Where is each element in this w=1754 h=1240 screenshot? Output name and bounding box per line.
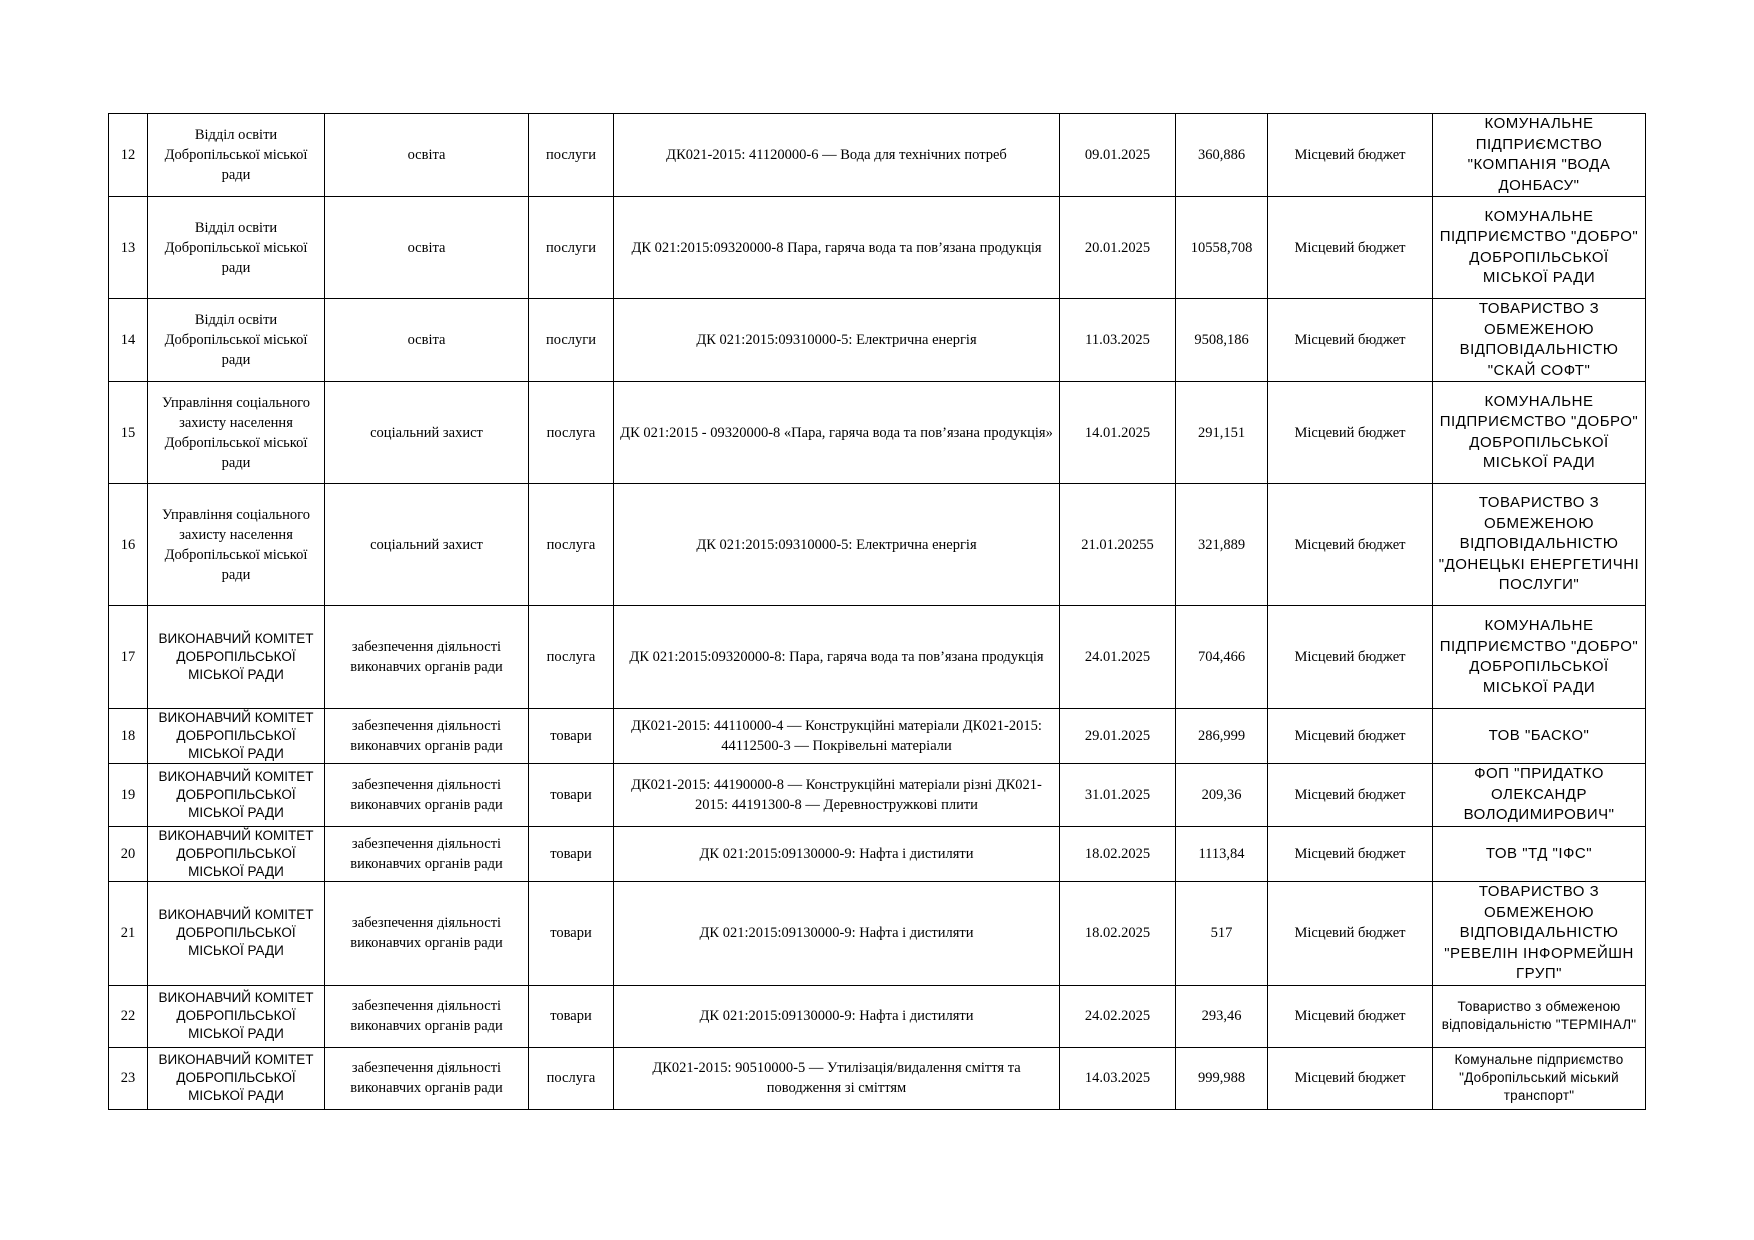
procurement-type: товари xyxy=(529,709,614,764)
funding-source: Місцевий бюджет xyxy=(1268,827,1433,882)
funding-source: Місцевий бюджет xyxy=(1268,197,1433,299)
row-number: 23 xyxy=(109,1047,148,1109)
funding-source: Місцевий бюджет xyxy=(1268,709,1433,764)
funding-source: Місцевий бюджет xyxy=(1268,985,1433,1047)
supplier: ТОВ "БАСКО" xyxy=(1433,709,1646,764)
procurement-type: товари xyxy=(529,985,614,1047)
sector: забезпечення діяльності виконавчих органів ради xyxy=(325,709,529,764)
customer-organization: ВИКОНАВЧИЙ КОМІТЕТ ДОБРОПІЛЬСЬКОЇ МІСЬКОЇ РАДИ xyxy=(148,882,325,986)
customer-organization: ВИКОНАВЧИЙ КОМІТЕТ ДОБРОПІЛЬСЬКОЇ МІСЬКОЇ РАДИ xyxy=(148,709,325,764)
supplier: ТОВАРИСТВО З ОБМЕЖЕНОЮ ВІДПОВІДАЛЬНІСТЮ "РЕВЕЛІН ІНФОРМЕЙШН ГРУП" xyxy=(1433,882,1646,986)
procurement-type: послуга xyxy=(529,1047,614,1109)
table-row xyxy=(109,606,1646,709)
supplier: КОМУНАЛЬНЕ ПІДПРИЄМСТВО "КОМПАНІЯ "ВОДА ДОНБАСУ" xyxy=(1433,114,1646,197)
customer-organization: ВИКОНАВЧИЙ КОМІТЕТ ДОБРОПІЛЬСЬКОЇ МІСЬКОЇ РАДИ xyxy=(148,764,325,827)
procurement-type: послуга xyxy=(529,484,614,606)
contract-date: 21.01.20255 xyxy=(1060,484,1176,606)
row-number: 22 xyxy=(109,985,148,1047)
sector: освіта xyxy=(325,197,529,299)
contract-date: 24.01.2025 xyxy=(1060,606,1176,709)
table-row xyxy=(109,764,1646,827)
contract-amount: 10558,708 xyxy=(1176,197,1268,299)
cpv-code: ДК 021:2015:09130000-9: Нафта і дистиляти xyxy=(614,827,1060,882)
contract-date: 24.02.2025 xyxy=(1060,985,1176,1047)
procurement-type: послуги xyxy=(529,114,614,197)
contract-date: 29.01.2025 xyxy=(1060,709,1176,764)
row-number: 12 xyxy=(109,114,148,197)
cpv-code: ДК021-2015: 44110000-4 — Конструкційні матеріали ДК021-2015: 44112500-3 — Покрівельні матеріали xyxy=(614,709,1060,764)
sector: забезпечення діяльності виконавчих органів ради xyxy=(325,606,529,709)
procurement-type: послуги xyxy=(529,197,614,299)
contract-amount: 999,988 xyxy=(1176,1047,1268,1109)
procurement-type: товари xyxy=(529,827,614,882)
row-number: 16 xyxy=(109,484,148,606)
funding-source: Місцевий бюджет xyxy=(1268,299,1433,382)
customer-organization: Управління соціального захисту населення Добропільської міської ради xyxy=(148,484,325,606)
sector: забезпечення діяльності виконавчих органів ради xyxy=(325,1047,529,1109)
customer-organization: ВИКОНАВЧИЙ КОМІТЕТ ДОБРОПІЛЬСЬКОЇ МІСЬКОЇ РАДИ xyxy=(148,1047,325,1109)
table-row xyxy=(109,709,1646,764)
procurement-type: послуга xyxy=(529,606,614,709)
sector: забезпечення діяльності виконавчих органів ради xyxy=(325,827,529,882)
funding-source: Місцевий бюджет xyxy=(1268,1047,1433,1109)
supplier: ТОВАРИСТВО З ОБМЕЖЕНОЮ ВІДПОВІДАЛЬНІСТЮ "ДОНЕЦЬКІ ЕНЕРГЕТИЧНІ ПОСЛУГИ" xyxy=(1433,484,1646,606)
customer-organization: Відділ освіти Добропільської міської ради xyxy=(148,299,325,382)
table-row xyxy=(109,484,1646,606)
procurement-type: послуга xyxy=(529,382,614,484)
row-number: 20 xyxy=(109,827,148,882)
sector: забезпечення діяльності виконавчих органів ради xyxy=(325,764,529,827)
customer-organization: Відділ освіти Добропільської міської ради xyxy=(148,114,325,197)
table-row xyxy=(109,197,1646,299)
customer-organization: ВИКОНАВЧИЙ КОМІТЕТ ДОБРОПІЛЬСЬКОЇ МІСЬКОЇ РАДИ xyxy=(148,985,325,1047)
procurement-type: послуги xyxy=(529,299,614,382)
contract-date: 18.02.2025 xyxy=(1060,882,1176,986)
customer-organization: ВИКОНАВЧИЙ КОМІТЕТ ДОБРОПІЛЬСЬКОЇ МІСЬКОЇ РАДИ xyxy=(148,606,325,709)
row-number: 17 xyxy=(109,606,148,709)
table-row xyxy=(109,299,1646,382)
cpv-code: ДК 021:2015:09320000-8: Пара, гаряча вода та пов’язана продукція xyxy=(614,606,1060,709)
funding-source: Місцевий бюджет xyxy=(1268,882,1433,986)
contract-amount: 291,151 xyxy=(1176,382,1268,484)
contract-amount: 360,886 xyxy=(1176,114,1268,197)
contract-amount: 9508,186 xyxy=(1176,299,1268,382)
row-number: 14 xyxy=(109,299,148,382)
contract-date: 09.01.2025 xyxy=(1060,114,1176,197)
contract-date: 18.02.2025 xyxy=(1060,827,1176,882)
table-row xyxy=(109,1047,1646,1109)
sector: соціальний захист xyxy=(325,382,529,484)
sector: освіта xyxy=(325,114,529,197)
contract-date: 14.03.2025 xyxy=(1060,1047,1176,1109)
customer-organization: Відділ освіти Добропільської міської ради xyxy=(148,197,325,299)
contract-amount: 209,36 xyxy=(1176,764,1268,827)
cpv-code: ДК 021:2015:09310000-5: Електрична енергія xyxy=(614,299,1060,382)
supplier: ТОВАРИСТВО З ОБМЕЖЕНОЮ ВІДПОВІДАЛЬНІСТЮ "СКАЙ СОФТ" xyxy=(1433,299,1646,382)
funding-source: Місцевий бюджет xyxy=(1268,484,1433,606)
contract-amount: 1113,84 xyxy=(1176,827,1268,882)
cpv-code: ДК021-2015: 90510000-5 — Утилізація/видалення сміття та поводження зі сміттям xyxy=(614,1047,1060,1109)
contract-date: 31.01.2025 xyxy=(1060,764,1176,827)
table-row xyxy=(109,114,1646,197)
cpv-code: ДК021-2015: 41120000-6 — Вода для технічних потреб xyxy=(614,114,1060,197)
cpv-code: ДК 021:2015:09320000-8 Пара, гаряча вода та пов’язана продукція xyxy=(614,197,1060,299)
row-number: 13 xyxy=(109,197,148,299)
funding-source: Місцевий бюджет xyxy=(1268,382,1433,484)
table-row xyxy=(109,827,1646,882)
funding-source: Місцевий бюджет xyxy=(1268,114,1433,197)
row-number: 18 xyxy=(109,709,148,764)
customer-organization: ВИКОНАВЧИЙ КОМІТЕТ ДОБРОПІЛЬСЬКОЇ МІСЬКОЇ РАДИ xyxy=(148,827,325,882)
contract-date: 14.01.2025 xyxy=(1060,382,1176,484)
supplier: КОМУНАЛЬНЕ ПІДПРИЄМСТВО "ДОБРО" ДОБРОПІЛЬСЬКОЇ МІСЬКОЇ РАДИ xyxy=(1433,382,1646,484)
contract-amount: 517 xyxy=(1176,882,1268,986)
funding-source: Місцевий бюджет xyxy=(1268,606,1433,709)
table-row xyxy=(109,985,1646,1047)
customer-organization: Управління соціального захисту населення Добропільської міської ради xyxy=(148,382,325,484)
supplier: ТОВ "ТД "ІФС" xyxy=(1433,827,1646,882)
contract-amount: 704,466 xyxy=(1176,606,1268,709)
sector: забезпечення діяльності виконавчих органів ради xyxy=(325,985,529,1047)
cpv-code: ДК021-2015: 44190000-8 — Конструкційні матеріали різні ДК021-2015: 44191300-8 — Деревностружкові плити xyxy=(614,764,1060,827)
supplier: КОМУНАЛЬНЕ ПІДПРИЄМСТВО "ДОБРО" ДОБРОПІЛЬСЬКОЇ МІСЬКОЇ РАДИ xyxy=(1433,606,1646,709)
sector: соціальний захист xyxy=(325,484,529,606)
contract-date: 11.03.2025 xyxy=(1060,299,1176,382)
row-number: 15 xyxy=(109,382,148,484)
table-row xyxy=(109,882,1646,986)
cpv-code: ДК 021:2015:09310000-5: Електрична енергія xyxy=(614,484,1060,606)
procurement-table xyxy=(108,113,1646,1110)
row-number: 21 xyxy=(109,882,148,986)
supplier: ФОП "ПРИДАТКО ОЛЕКСАНДР ВОЛОДИМИРОВИЧ" xyxy=(1433,764,1646,827)
contract-amount: 321,889 xyxy=(1176,484,1268,606)
table-row xyxy=(109,382,1646,484)
contract-amount: 286,999 xyxy=(1176,709,1268,764)
contract-date: 20.01.2025 xyxy=(1060,197,1176,299)
supplier: Товариство з обмеженою відповідальністю "ТЕРМІНАЛ" xyxy=(1433,985,1646,1047)
supplier: Комунальне підприємство "Добропільський міський транспорт" xyxy=(1433,1047,1646,1109)
sector: освіта xyxy=(325,299,529,382)
procurement-type: товари xyxy=(529,764,614,827)
procurement-type: товари xyxy=(529,882,614,986)
contract-amount: 293,46 xyxy=(1176,985,1268,1047)
cpv-code: ДК 021:2015 - 09320000-8 «Пара, гаряча вода та пов’язана продукція» xyxy=(614,382,1060,484)
funding-source: Місцевий бюджет xyxy=(1268,764,1433,827)
sector: забезпечення діяльності виконавчих органів ради xyxy=(325,882,529,986)
cpv-code: ДК 021:2015:09130000-9: Нафта і дистиляти xyxy=(614,985,1060,1047)
row-number: 19 xyxy=(109,764,148,827)
cpv-code: ДК 021:2015:09130000-9: Нафта і дистиляти xyxy=(614,882,1060,986)
supplier: КОМУНАЛЬНЕ ПІДПРИЄМСТВО "ДОБРО" ДОБРОПІЛЬСЬКОЇ МІСЬКОЇ РАДИ xyxy=(1433,197,1646,299)
